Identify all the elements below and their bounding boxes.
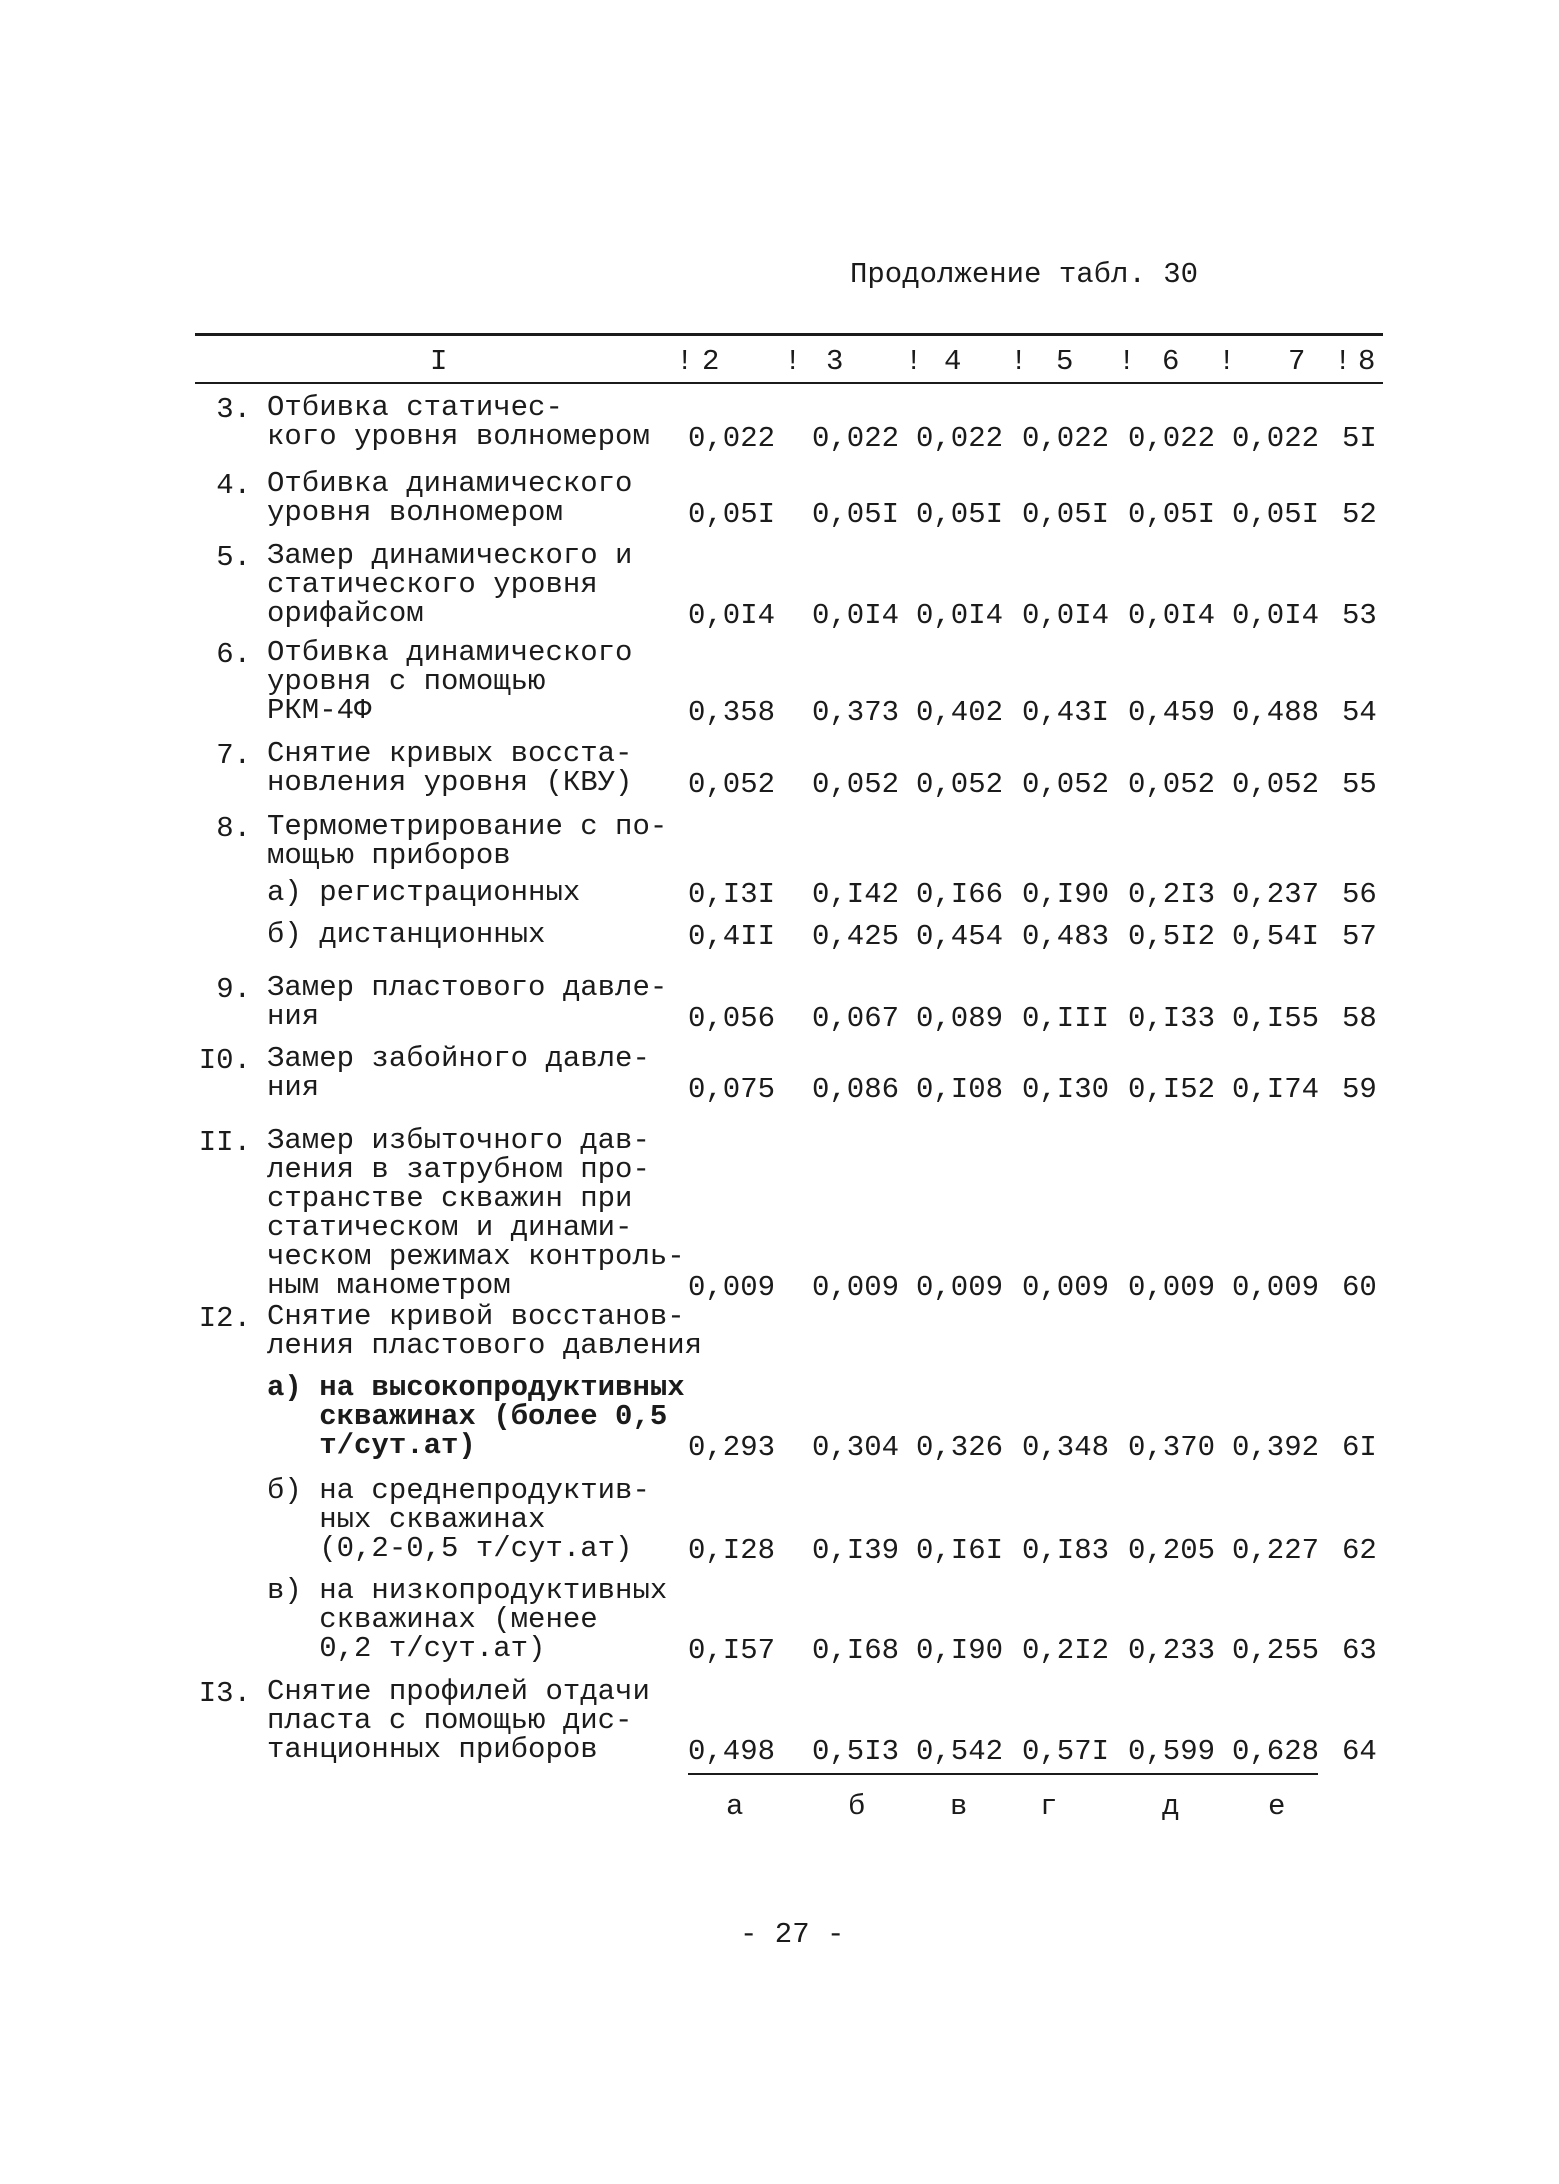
cell-value: 0,348 [1022, 1431, 1110, 1464]
row-number: I2. [198, 1302, 251, 1335]
header-col-7: 7 [1288, 345, 1306, 378]
cell-value: 0,052 [1128, 768, 1216, 801]
cell-value: 0,I6I [916, 1534, 1004, 1567]
row-code: 5I [1342, 422, 1377, 455]
cell-value: 0,I33 [1128, 1002, 1216, 1035]
row-code: 53 [1342, 599, 1377, 632]
row-number: I3. [198, 1677, 251, 1710]
cell-value: 0,05I [1128, 498, 1216, 531]
header-col-2: 2 [702, 345, 720, 378]
cell-value: 0,599 [1128, 1735, 1216, 1768]
cell-value: 0,0I4 [1022, 599, 1110, 632]
row-number: 9. [216, 973, 251, 1006]
cell-value: 0,075 [688, 1073, 776, 1106]
cell-value: 0,022 [812, 422, 900, 455]
cell-value: 0,009 [1022, 1271, 1110, 1304]
header-separator: ! [1334, 345, 1352, 378]
header-separator: ! [905, 345, 923, 378]
header-separator: ! [1118, 345, 1136, 378]
cell-value: 0,5I2 [1128, 920, 1216, 953]
cell-value: 0,459 [1128, 696, 1216, 729]
row-label: в) на низкопродуктивных скважинах (менее 0,2 т/сут.ат) [267, 1574, 668, 1665]
cell-value: 0,304 [812, 1431, 900, 1464]
cell-value: 0,I28 [688, 1534, 776, 1567]
row-label: Снятие кривых восста- новления уровня (КВУ) [267, 737, 633, 799]
cell-value: 0,326 [916, 1431, 1004, 1464]
cell-value: 0,022 [1232, 422, 1320, 455]
header-col-3: 3 [826, 345, 844, 378]
header-separator: ! [1218, 345, 1236, 378]
row-code: 52 [1342, 498, 1377, 531]
row-label: Отбивка динамического уровня волномером [267, 467, 633, 529]
row-code: 56 [1342, 878, 1377, 911]
cell-value: 0,009 [688, 1271, 776, 1304]
row-label: Снятие кривой восстанов- ления пластового давления [267, 1300, 703, 1362]
row-label: Термометрирование с по- мощью приборов [267, 810, 668, 872]
column-letter: б [848, 1790, 866, 1823]
table-caption: Продолжение табл. 30 [850, 258, 1199, 291]
row-label: Отбивка статичес- кого уровня волномером [267, 391, 650, 453]
cell-value: 0,373 [812, 696, 900, 729]
row-label: а) на высокопродуктивных скважинах (более 0,5 т/сут.ат) [267, 1371, 685, 1462]
table-row [195, 1677, 1385, 1777]
cell-value: 0,052 [1022, 768, 1110, 801]
row-code: 55 [1342, 768, 1377, 801]
cell-value: 0,488 [1232, 696, 1320, 729]
cell-value: 0,I39 [812, 1534, 900, 1567]
cell-value: 0,I52 [1128, 1073, 1216, 1106]
cell-value: 0,425 [812, 920, 900, 953]
cell-value: 0,056 [688, 1002, 776, 1035]
header-col-5: 5 [1056, 345, 1074, 378]
column-letter: д [1162, 1790, 1180, 1823]
table-row [195, 973, 1385, 1037]
cell-value: 0,205 [1128, 1534, 1216, 1567]
cell-value: 0,067 [812, 1002, 900, 1035]
cell-value: 0,I74 [1232, 1073, 1320, 1106]
cell-value: 0,009 [812, 1271, 900, 1304]
row-label: б) дистанционных [267, 918, 546, 951]
cell-value: 0,III [1022, 1002, 1110, 1035]
cell-value: 0,0I4 [688, 599, 776, 632]
row-number: 5. [216, 541, 251, 574]
cell-value: 0,0I4 [812, 599, 900, 632]
cell-value: 0,089 [916, 1002, 1004, 1035]
column-letter: г [1040, 1790, 1058, 1823]
row-code: 60 [1342, 1271, 1377, 1304]
table-row [195, 878, 1385, 914]
cell-value: 0,I55 [1232, 1002, 1320, 1035]
cell-value: 0,0I4 [1232, 599, 1320, 632]
row-label: Замер пластового давле- ния [267, 971, 668, 1033]
table-row [195, 1373, 1385, 1473]
row-code: 62 [1342, 1534, 1377, 1567]
cell-value: 0,05I [916, 498, 1004, 531]
cell-value: 0,I42 [812, 878, 900, 911]
table-row [195, 1576, 1385, 1676]
cell-value: 0,05I [1232, 498, 1320, 531]
cell-value: 0,I08 [916, 1073, 1004, 1106]
cell-value: 0,I83 [1022, 1534, 1110, 1567]
cell-value: 0,052 [688, 768, 776, 801]
table-row [195, 1044, 1385, 1108]
cell-value: 0,4II [688, 920, 776, 953]
cell-value: 0,402 [916, 696, 1004, 729]
cell-value: 0,542 [916, 1735, 1004, 1768]
cell-value: 0,2I3 [1128, 878, 1216, 911]
row-label: а) регистрационных [267, 876, 581, 909]
cell-value: 0,0I4 [1128, 599, 1216, 632]
cell-value: 0,05I [688, 498, 776, 531]
cell-value: 0,I90 [916, 1634, 1004, 1667]
row-number: 6. [216, 638, 251, 671]
cell-value: 0,454 [916, 920, 1004, 953]
header-top-rule [195, 333, 1383, 336]
header-col-4: 4 [944, 345, 962, 378]
row-code: 59 [1342, 1073, 1377, 1106]
cell-value: 0,05I [1022, 498, 1110, 531]
table-row [195, 812, 1385, 872]
cell-value: 0,57I [1022, 1735, 1110, 1768]
row-number: I0. [198, 1044, 251, 1077]
cell-value: 0,233 [1128, 1634, 1216, 1667]
header-separator: ! [676, 345, 694, 378]
cell-value: 0,022 [688, 422, 776, 455]
row-code: 64 [1342, 1735, 1377, 1768]
table-row [195, 739, 1385, 803]
cell-value: 0,0I4 [916, 599, 1004, 632]
cell-value: 0,5I3 [812, 1735, 900, 1768]
cell-value: 0,370 [1128, 1431, 1216, 1464]
cell-value: 0,052 [1232, 768, 1320, 801]
cell-value: 0,I66 [916, 878, 1004, 911]
cell-value: 0,I57 [688, 1634, 776, 1667]
cell-value: 0,I90 [1022, 878, 1110, 911]
row-code: 58 [1342, 1002, 1377, 1035]
cell-value: 0,358 [688, 696, 776, 729]
cell-value: 0,086 [812, 1073, 900, 1106]
cell-value: 0,2I2 [1022, 1634, 1110, 1667]
cell-value: 0,009 [1128, 1271, 1216, 1304]
header-col-8: 8 [1358, 345, 1376, 378]
header-separator: ! [1010, 345, 1028, 378]
row-label: Снятие профилей отдачи пласта с помощью дис- танционных приборов [267, 1675, 650, 1766]
table-row [195, 541, 1385, 633]
header-separator: ! [784, 345, 802, 378]
table-row [195, 469, 1385, 533]
cell-value: 0,483 [1022, 920, 1110, 953]
cell-value: 0,009 [1232, 1271, 1320, 1304]
column-letter: е [1268, 1790, 1286, 1823]
table-row [195, 1476, 1385, 1576]
column-letter: а [726, 1790, 744, 1823]
cell-value: 0,I3I [688, 878, 776, 911]
cell-value: 0,255 [1232, 1634, 1320, 1667]
cell-value: 0,293 [688, 1431, 776, 1464]
cell-value: 0,227 [1232, 1534, 1320, 1567]
row-code: 63 [1342, 1634, 1377, 1667]
table-row [195, 1124, 1385, 1304]
page-number: - 27 - [740, 1918, 845, 1951]
cell-value: 0,05I [812, 498, 900, 531]
row-number: 8. [216, 812, 251, 845]
row-number: 4. [216, 469, 251, 502]
cell-value: 0,009 [916, 1271, 1004, 1304]
cell-value: 0,022 [1022, 422, 1110, 455]
row-code: 6I [1342, 1431, 1377, 1464]
table-row [195, 638, 1385, 730]
header-col-I: I [430, 345, 448, 378]
table-row [195, 1302, 1385, 1366]
row-number: 3. [216, 393, 251, 426]
cell-value: 0,052 [812, 768, 900, 801]
cell-value: 0,I68 [812, 1634, 900, 1667]
cell-value: 0,43I [1022, 696, 1110, 729]
cell-value: 0,022 [916, 422, 1004, 455]
header-col-6: 6 [1162, 345, 1180, 378]
row-label: Замер избыточного дав- ления в затрубном про- странстве скважин при статическом и динами- ческом режимах контроль- ным манометром [267, 1124, 685, 1302]
row-label: б) на среднепродуктив- ных скважинах (0,2-0,5 т/сут.ат) [267, 1474, 650, 1565]
cell-value: 0,628 [1232, 1735, 1320, 1768]
row-code: 54 [1342, 696, 1377, 729]
row-label: Замер забойного давле- ния [267, 1042, 650, 1104]
cell-value: 0,I30 [1022, 1073, 1110, 1106]
cell-value: 0,237 [1232, 878, 1320, 911]
row-number: II. [198, 1126, 251, 1159]
cell-value: 0,54I [1232, 920, 1320, 953]
row-code: 57 [1342, 920, 1377, 953]
cell-value: 0,392 [1232, 1431, 1320, 1464]
row-label: Замер динамического и статического уровня орифайсом [267, 539, 633, 630]
row-number: 7. [216, 739, 251, 772]
table-row [195, 920, 1385, 960]
cell-value: 0,022 [1128, 422, 1216, 455]
cell-value: 0,498 [688, 1735, 776, 1768]
table-row [195, 393, 1385, 453]
column-letter: в [950, 1790, 968, 1823]
cell-value: 0,052 [916, 768, 1004, 801]
row-label: Отбивка динамического уровня с помощью РКМ-4Ф [267, 636, 633, 727]
